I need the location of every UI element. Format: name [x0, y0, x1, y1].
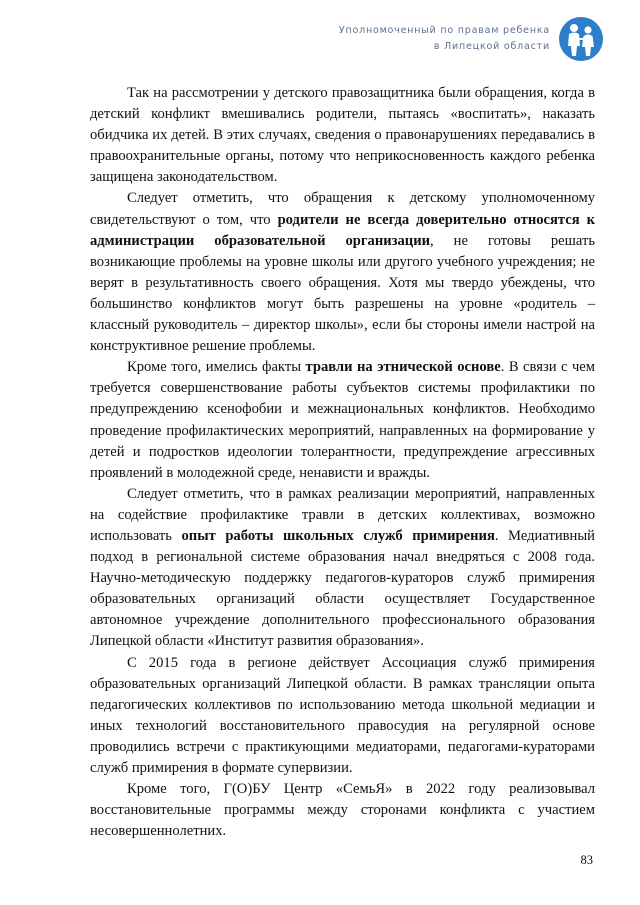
organization-name-line2: в Липецкой области: [433, 41, 550, 52]
text-run: Кроме того, имелись факты: [127, 359, 306, 376]
paragraph: [90, 357, 595, 484]
paragraph: [90, 653, 595, 780]
organization-name-line1: Уполномоченный по правам ребенка: [338, 25, 550, 36]
text-run: Кроме того, Г(О)БУ Центр «СемьЯ» в 2022 году реализовывал восстановительные программы между сторонами конфликта с участием несовершеннолетних.: [90, 781, 595, 840]
text-run: , не готовы решать возникающие проблемы на уровне школы или другого учебного учреждения; не верят в результативность своего обращения. Хотя мы твердо убеждены, что большинство конфликтов могут быть разрешены на уровне «родитель – классный руководитель – директор школы», если бы стороны имели настрой на конструктивное решение проблемы.: [90, 232, 595, 355]
paragraph: [90, 779, 595, 842]
bold-phrase: травли на этнической основе: [305, 359, 501, 376]
bold-phrase: опыт работы школьных служб примирения: [181, 527, 495, 544]
text-run: . В связи с чем требуется совершенствование работы субъектов системы профилактики по предупреждению ксенофобии и межнациональных конфликтов. Необходимо проведение профилактических мероприятий, направленных на формирование у детей и подростков идеологии толерантности, предупреждение агрессивных проявлений в молодежной среде, ненависти и вражды.: [90, 359, 595, 481]
text-run: Следует отметить, что обращения к детскому уполномоченному свидетельствуют о том, что: [90, 190, 595, 228]
organization-name: [339, 23, 550, 55]
document-body: [90, 83, 595, 842]
text-run: . Медиативный подход в региональной системе образования начал внедряться с 2008 года. Научно-методическую поддержку педагогов-кураторов служб примирения образовательных организаций области осуществляет Государственное автономное учреждение дополнительного профессионального образования Липецкой области «Институт развития образования».: [90, 527, 595, 650]
text-run: С 2015 года в регионе действует Ассоциация служб примирения образовательных организаций Липецкой области. В рамках трансляции опыта педагогических коллективов по использованию метода школьной медиации и иных технологий восстановительного правосудия на регулярной основе проводились встречи с практикующими медиаторами, педагогами-кураторами служб примирения в формате супервизии.: [90, 654, 595, 776]
bold-phrase: родители не всегда доверительно относятся к администрации образовательной организации: [90, 211, 595, 249]
paragraph: [90, 188, 595, 357]
paragraph: [90, 83, 595, 188]
page-header: [339, 16, 604, 62]
page-number: 83: [580, 853, 593, 867]
children-figures-logo-icon: [558, 16, 604, 62]
text-run: Так на рассмотрении у детского правозащитника были обращения, когда в детский конфликт вмешивались родители, пытаясь «воспитать», наказать обидчика их детей. В этих случаях, сведения о правонарушениях передавались в правоохранительные органы, потому что неприкосновенность каждого ребенка защищена законодательством.: [90, 85, 595, 186]
text-run: Следует отметить, что в рамках реализации мероприятий, направленных на содействие профилактике травли в детских коллективах, возможно использовать: [90, 485, 595, 544]
paragraph: [90, 484, 595, 653]
